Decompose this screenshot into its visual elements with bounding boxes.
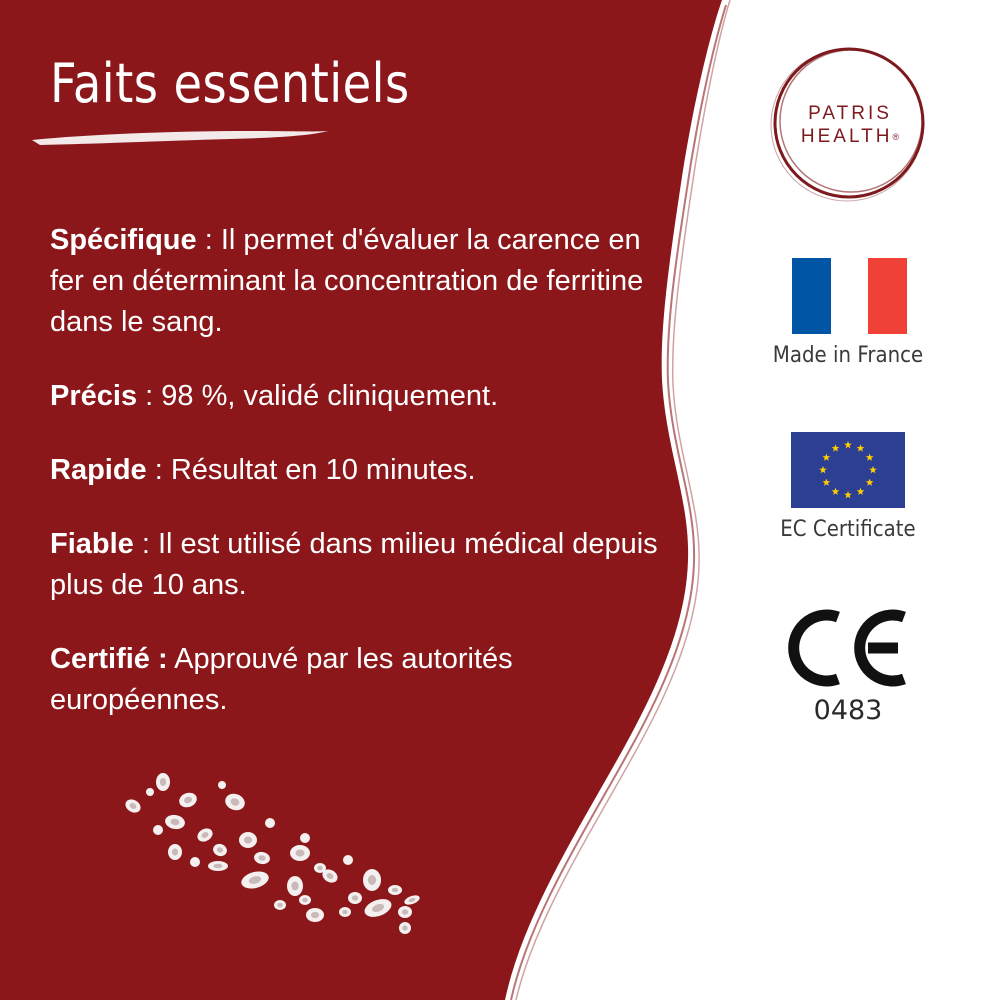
blood-cell-center-icon (352, 895, 358, 900)
fact-separator: : (133, 528, 158, 560)
fact-separator: : (137, 380, 162, 412)
fact-certifie (50, 639, 670, 721)
blood-cell-center-icon (311, 912, 319, 918)
ec-certificate-caption: EC Certificate (780, 517, 916, 542)
blood-cell-center-icon (160, 778, 166, 786)
blood-cell-icon (300, 833, 310, 843)
blood-cell-center-icon (402, 925, 407, 930)
brand-line-2 (775, 125, 925, 149)
fact-label: Précis (50, 380, 138, 412)
blood-cell-center-icon (402, 909, 408, 914)
blood-cell-center-icon (302, 898, 307, 903)
blood-cell-center-icon (291, 882, 298, 891)
blood-cell-icon (265, 818, 275, 828)
blood-cell-icon (153, 825, 163, 835)
fact-precis (50, 376, 670, 417)
blood-cell-icon (190, 857, 200, 867)
fact-text: Il est utilisé dans milieu médical depuis plus de 10 ans. (50, 528, 658, 601)
blood-cell-center-icon (317, 866, 322, 871)
fact-label: Fiable (50, 528, 134, 560)
brand-line-1: PATRIS (808, 103, 892, 124)
blood-cell-center-icon (392, 888, 398, 893)
made-in-france-caption: Made in France (772, 343, 924, 368)
registered-mark: ® (892, 132, 900, 142)
facts-list (50, 220, 670, 754)
fact-separator: : (196, 224, 221, 256)
fact-text: Résultat en 10 minutes. (170, 454, 476, 486)
france-flag-icon (792, 258, 907, 334)
fact-specifique (50, 220, 670, 343)
fact-rapide (50, 450, 670, 491)
fact-label: Rapide (50, 454, 147, 486)
fact-label: Spécifique (50, 224, 197, 256)
blood-cell-center-icon (296, 849, 305, 856)
fact-label: Certifié : (50, 643, 168, 675)
blood-cell-center-icon (172, 848, 178, 855)
blood-cell-icon (218, 781, 226, 789)
fact-separator: : (146, 454, 171, 486)
blood-cell-center-icon (368, 875, 376, 885)
blood-cell-center-icon (244, 836, 252, 843)
eu-flag-icon (791, 432, 905, 508)
blood-cell-icon (343, 855, 353, 865)
blood-cell-center-icon (214, 864, 223, 869)
brand-name: HEALTH (800, 126, 893, 147)
ce-notified-body-number: 0483 (813, 695, 883, 726)
page-title: Faits essentiels (50, 52, 410, 115)
blood-cell-center-icon (342, 910, 347, 915)
ce-mark-icon (794, 615, 904, 681)
brand-logo (775, 102, 925, 149)
fact-text: 98 %, validé cliniquement. (161, 380, 499, 412)
blood-cell-icon (146, 788, 154, 796)
fact-fiable (50, 524, 670, 606)
fact-text: Approuvé par les autorités européennes. (50, 643, 513, 716)
fact-text: Il permet d'évaluer la carence en fer en déterminant la concentration de ferritine dans le sang. (50, 224, 644, 338)
blood-cell-center-icon (277, 903, 282, 908)
